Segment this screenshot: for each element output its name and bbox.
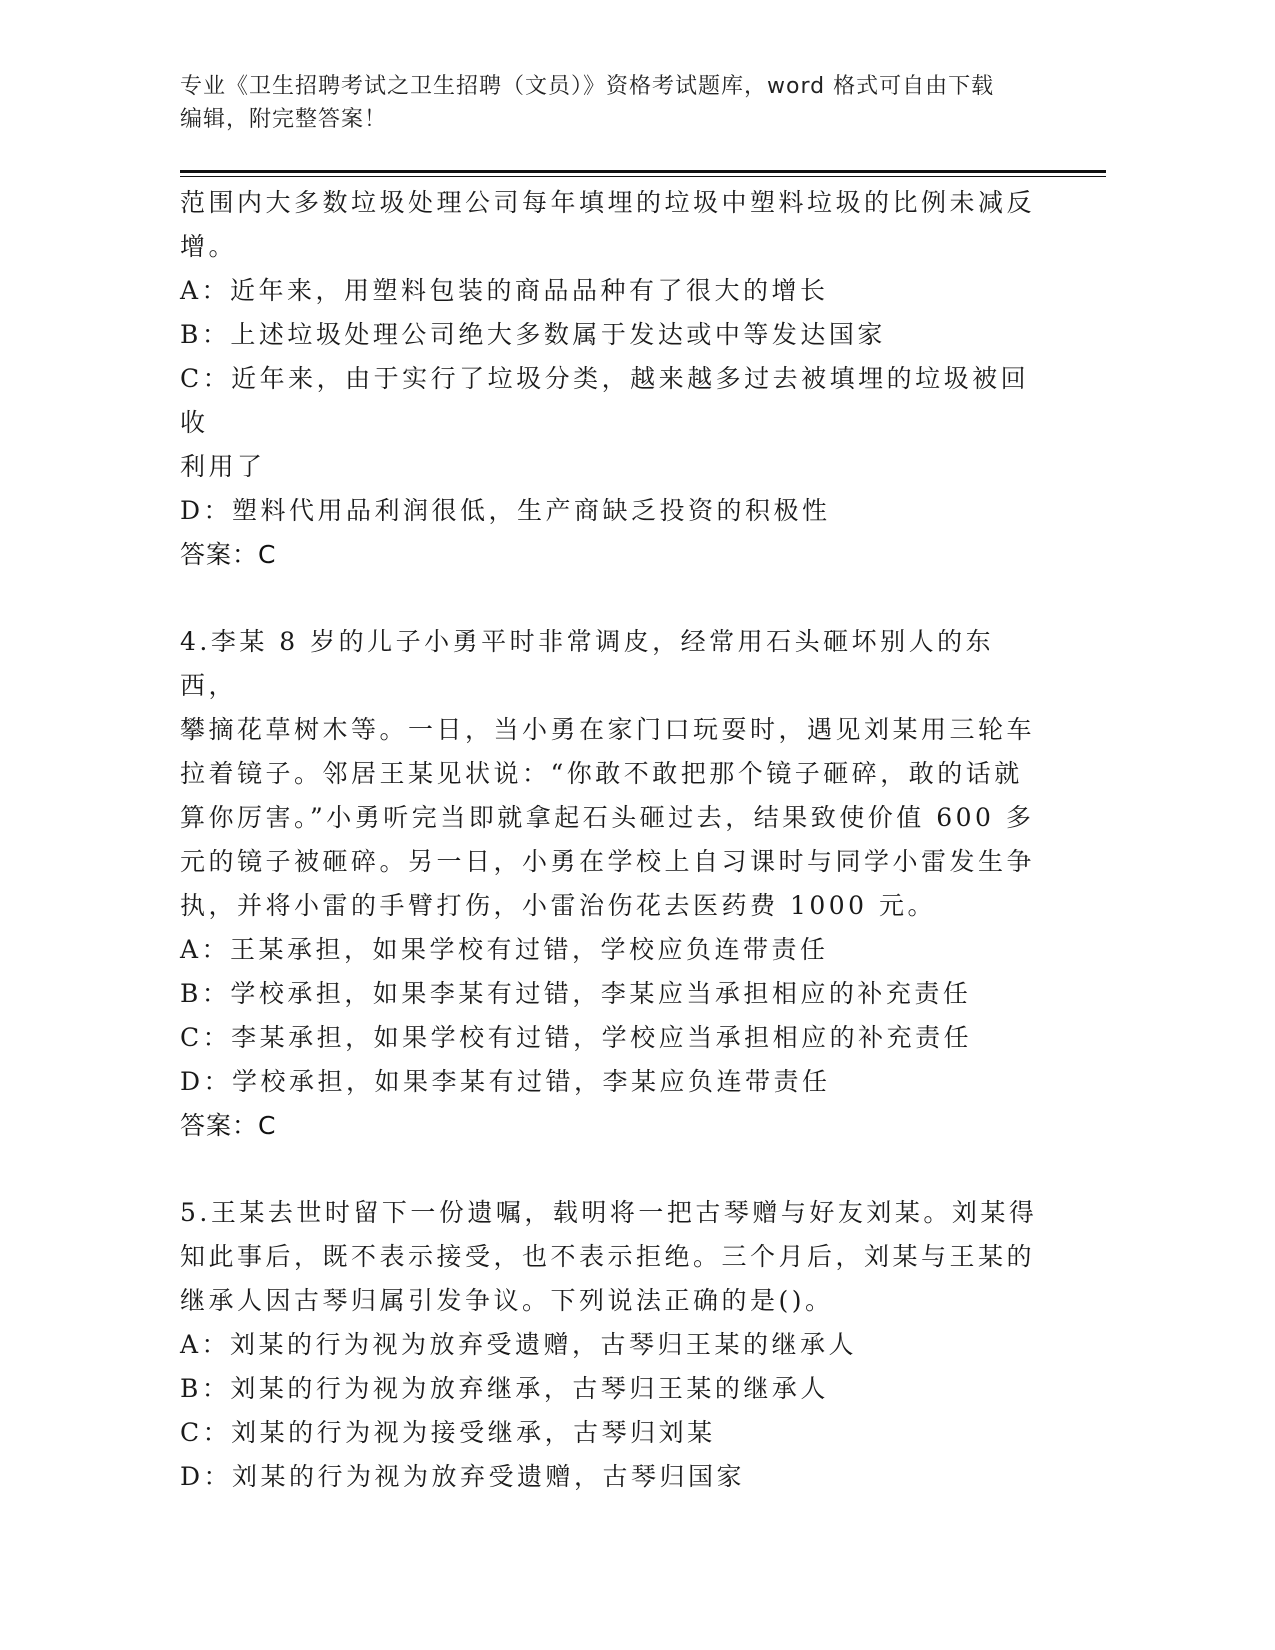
header-line-1: 专业《卫生招聘考试之卫生招聘（文员）》资格考试题库，word 格式可自由下载 xyxy=(180,74,995,99)
stem-line: 算你厉害。”小勇听完当即就拿起石头砸过去，结果致使价值 600 多 xyxy=(180,803,1035,832)
option-a xyxy=(180,928,1050,972)
stem-line: 元的镜子被砸碎。另一日，小勇在学校上自习课时与同学小雷发生争 xyxy=(180,847,1036,876)
stem-line: 攀摘花草树木等。一日，当小勇在家门口玩耍时，遇见刘某用三轮车 xyxy=(180,715,1036,744)
stem-line: 执，并将小雷的手臂打伤，小雷治伤花去医药费 1000 元。 xyxy=(180,891,937,920)
option-line: D：刘某的行为视为放弃受遗赠，古琴归国家 xyxy=(180,1462,746,1491)
option-line: B：学校承担，如果李某有过错，李某应当承担相应的补充责任 xyxy=(180,979,972,1008)
option-a xyxy=(180,1323,1050,1367)
option-line: C：近年来，由于实行了垃圾分类，越来越多过去被填埋的垃圾被回收 xyxy=(180,364,1030,437)
option-line: A：近年来，用塑料包装的商品品种有了很大的增长 xyxy=(180,276,829,305)
option-c xyxy=(180,1016,1050,1060)
option-line: D：塑料代用品利润很低，生产商缺乏投资的积极性 xyxy=(180,496,831,525)
question-5 xyxy=(180,1191,1050,1499)
stem-line: 拉着镜子。邻居王某见状说：“你敢不敢把那个镜子砸碎，敢的话就 xyxy=(180,759,1023,788)
stem-line: 范围内大多数垃圾处理公司每年填埋的垃圾中塑料垃圾的比例未减反 xyxy=(180,188,1036,217)
option-line: D：学校承担，如果李某有过错，李某应负连带责任 xyxy=(180,1067,831,1096)
option-line: A：王某承担，如果学校有过错，学校应负连带责任 xyxy=(180,935,829,964)
question-stem xyxy=(180,181,1050,269)
option-b xyxy=(180,972,1050,1016)
option-d xyxy=(180,489,1050,533)
document-body xyxy=(180,181,1050,1499)
option-line: 利用了 xyxy=(180,452,266,481)
option-line: B：刘某的行为视为放弃继承，古琴归王某的继承人 xyxy=(180,1374,829,1403)
stem-line: 5.王某去世时留下一份遗嘱，载明将一把古琴赠与好友刘某。刘某得 xyxy=(180,1198,1038,1227)
option-line: C：李某承担，如果学校有过错，学校应当承担相应的补充责任 xyxy=(180,1023,973,1052)
question-stem xyxy=(180,620,1050,928)
question-4 xyxy=(180,620,1050,1148)
option-b xyxy=(180,1367,1050,1411)
spacer xyxy=(180,577,1050,620)
answer-label: 答案：C xyxy=(180,1111,277,1140)
option-d xyxy=(180,1060,1050,1104)
stem-line: 知此事后，既不表示接受，也不表示拒绝。三个月后，刘某与王某的 xyxy=(180,1242,1036,1271)
stem-line: 4.李某 8 岁的儿子小勇平时非常调皮，经常用石头砸坏别人的东西， xyxy=(180,627,995,700)
header-rule-thick xyxy=(180,170,1106,173)
stem-line: 增。 xyxy=(180,232,238,261)
option-line: C：刘某的行为视为接受继承，古琴归刘某 xyxy=(180,1418,716,1447)
question-3 xyxy=(180,181,1050,577)
option-b xyxy=(180,313,1050,357)
stem-line: 继承人因古琴归属引发争议。下列说法正确的是()。 xyxy=(180,1286,834,1315)
option-c xyxy=(180,1411,1050,1455)
page-header xyxy=(180,70,1040,136)
question-stem xyxy=(180,1191,1050,1323)
option-line: A：刘某的行为视为放弃受遗赠，古琴归王某的继承人 xyxy=(180,1330,858,1359)
option-a xyxy=(180,269,1050,313)
spacer xyxy=(180,1148,1050,1191)
header-rule-thin xyxy=(180,176,1106,177)
header-line-2: 编辑，附完整答案！ xyxy=(180,107,388,132)
option-d xyxy=(180,1455,1050,1499)
option-line: B：上述垃圾处理公司绝大多数属于发达或中等发达国家 xyxy=(180,320,886,349)
answer-label: 答案：C xyxy=(180,540,277,569)
option-c xyxy=(180,357,1050,489)
